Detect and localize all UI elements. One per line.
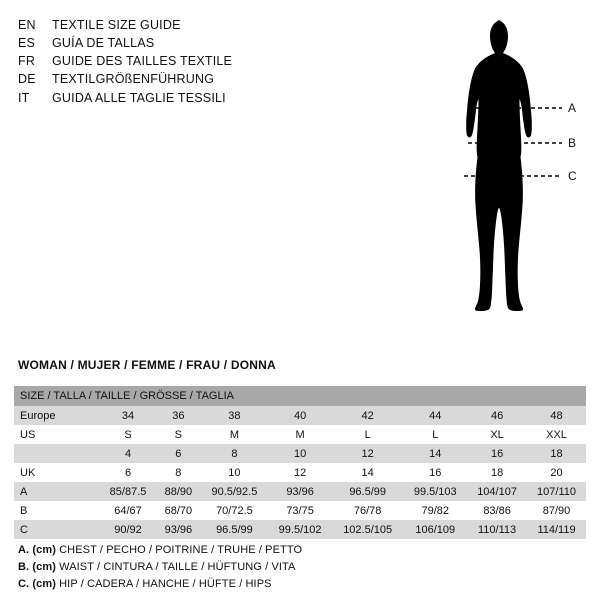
language-title: GUÍA DE TALLAS — [52, 36, 155, 51]
section-title: WOMAN / MUJER / FEMME / FRAU / DONNA — [18, 358, 276, 372]
table-cell: L — [332, 425, 403, 444]
legend-key-a: A. (cm) — [18, 544, 56, 556]
measurement-legend — [18, 542, 518, 593]
table-cell: 93/96 — [268, 482, 332, 501]
table-cell: 114/119 — [527, 520, 586, 539]
row-label: Europe — [14, 406, 100, 425]
table-cell: 16 — [467, 444, 527, 463]
table-cell: 4 — [100, 444, 156, 463]
table-cell: XL — [467, 425, 527, 444]
table-cell: 70/72.5 — [201, 501, 269, 520]
table-cell: 10 — [201, 463, 269, 482]
silhouette-icon — [430, 10, 590, 370]
legend-row-a — [18, 542, 518, 559]
row-label: A — [14, 482, 100, 501]
table-row — [14, 425, 586, 444]
table-row — [14, 406, 586, 425]
language-row — [18, 16, 318, 34]
table-cell: 16 — [403, 463, 467, 482]
marker-label-b: B — [568, 136, 577, 150]
table-cell: 102.5/105 — [332, 520, 403, 539]
table-cell: XXL — [527, 425, 586, 444]
table-cell: L — [403, 425, 467, 444]
legend-key-b: B. (cm) — [18, 561, 56, 574]
legend-text-b: WAIST / CINTURA / TAILLE / HÜFTUNG / VITA — [59, 561, 296, 574]
language-title: TEXTILE SIZE GUIDE — [52, 18, 181, 32]
table-header-label: SIZE / TALLA / TAILLE / GRÖSSE / TAGLIA — [14, 386, 586, 406]
language-title: GUIDA ALLE TAGLIE TESSILI — [52, 90, 226, 105]
legend-row-b — [18, 559, 518, 576]
table-cell: 73/75 — [268, 501, 332, 520]
table-cell: 96.5/99 — [201, 520, 269, 539]
table-cell: 76/78 — [332, 501, 403, 520]
table-cell: 12 — [332, 444, 403, 463]
language-code: EN — [18, 18, 36, 32]
row-label — [14, 444, 100, 463]
table-cell: 93/96 — [156, 520, 201, 539]
legend-row-c — [18, 576, 518, 593]
table-cell: M — [201, 425, 269, 444]
table-cell: 6 — [156, 444, 201, 463]
table-cell: S — [100, 425, 156, 444]
legend-text-c: HIP / CADERA / HANCHE / HÜFTE / HIPS — [59, 578, 272, 591]
table-cell: 90.5/92.5 — [201, 482, 269, 501]
table-row — [14, 520, 586, 539]
table-cell: 88/90 — [156, 482, 201, 501]
table-cell: 18 — [467, 463, 527, 482]
language-title: GUIDE DES TAILLES TEXTILE — [52, 54, 233, 69]
table-cell: M — [268, 425, 332, 444]
row-label: C — [14, 520, 100, 539]
legend-key-c: C. (cm) — [18, 578, 56, 591]
language-row — [18, 34, 318, 52]
table-row — [14, 444, 586, 463]
table-cell: 38 — [201, 406, 269, 425]
table-cell: 46 — [467, 406, 527, 425]
table-cell: 10 — [268, 444, 332, 463]
language-code: ES — [18, 36, 36, 51]
row-label: B — [14, 501, 100, 520]
table-cell: 48 — [527, 406, 586, 425]
table-cell: 36 — [156, 406, 201, 425]
female-silhouette-figure — [430, 10, 590, 370]
table-cell: 8 — [156, 463, 201, 482]
table-cell: 40 — [268, 406, 332, 425]
legend-text-a: CHEST / PECHO / POITRINE / TRUHE / PETTO — [59, 544, 303, 556]
language-row — [18, 70, 318, 88]
table-cell: 85/87.5 — [100, 482, 156, 501]
table-cell: 12 — [268, 463, 332, 482]
table-cell: 14 — [332, 463, 403, 482]
table-cell: 8 — [201, 444, 269, 463]
table-cell: 99.5/103 — [403, 482, 467, 501]
table-cell: 83/86 — [467, 501, 527, 520]
row-label: US — [14, 425, 100, 444]
table-cell: 107/110 — [527, 482, 586, 501]
table-cell: 20 — [527, 463, 586, 482]
table-cell: 104/107 — [467, 482, 527, 501]
table-cell: 18 — [527, 444, 586, 463]
size-table — [14, 386, 586, 539]
table-cell: 6 — [100, 463, 156, 482]
table-row — [14, 482, 586, 501]
table-cell: 79/82 — [403, 501, 467, 520]
size-table-wrap — [14, 386, 586, 539]
table-cell: 96.5/99 — [332, 482, 403, 501]
language-row — [18, 52, 318, 70]
row-label: UK — [14, 463, 100, 482]
table-row — [14, 463, 586, 482]
table-cell: 44 — [403, 406, 467, 425]
table-cell: 90/92 — [100, 520, 156, 539]
table-cell: 87/90 — [527, 501, 586, 520]
table-cell: 110/113 — [467, 520, 527, 539]
language-title: TEXTILGRÖßENFÜHRUNG — [52, 72, 215, 87]
language-list — [18, 16, 318, 107]
table-cell: 99.5/102 — [268, 520, 332, 539]
language-code: IT — [18, 90, 30, 105]
marker-label-c: C — [568, 169, 577, 183]
marker-label-a: A — [568, 101, 577, 115]
language-code: DE — [18, 72, 36, 87]
table-cell: 64/67 — [100, 501, 156, 520]
table-header-row — [14, 386, 586, 406]
table-cell: 42 — [332, 406, 403, 425]
language-code: FR — [18, 54, 36, 69]
table-cell: 34 — [100, 406, 156, 425]
table-cell: 68/70 — [156, 501, 201, 520]
table-cell: S — [156, 425, 201, 444]
table-row — [14, 501, 586, 520]
table-cell: 14 — [403, 444, 467, 463]
table-cell: 106/109 — [403, 520, 467, 539]
language-row — [18, 89, 318, 107]
